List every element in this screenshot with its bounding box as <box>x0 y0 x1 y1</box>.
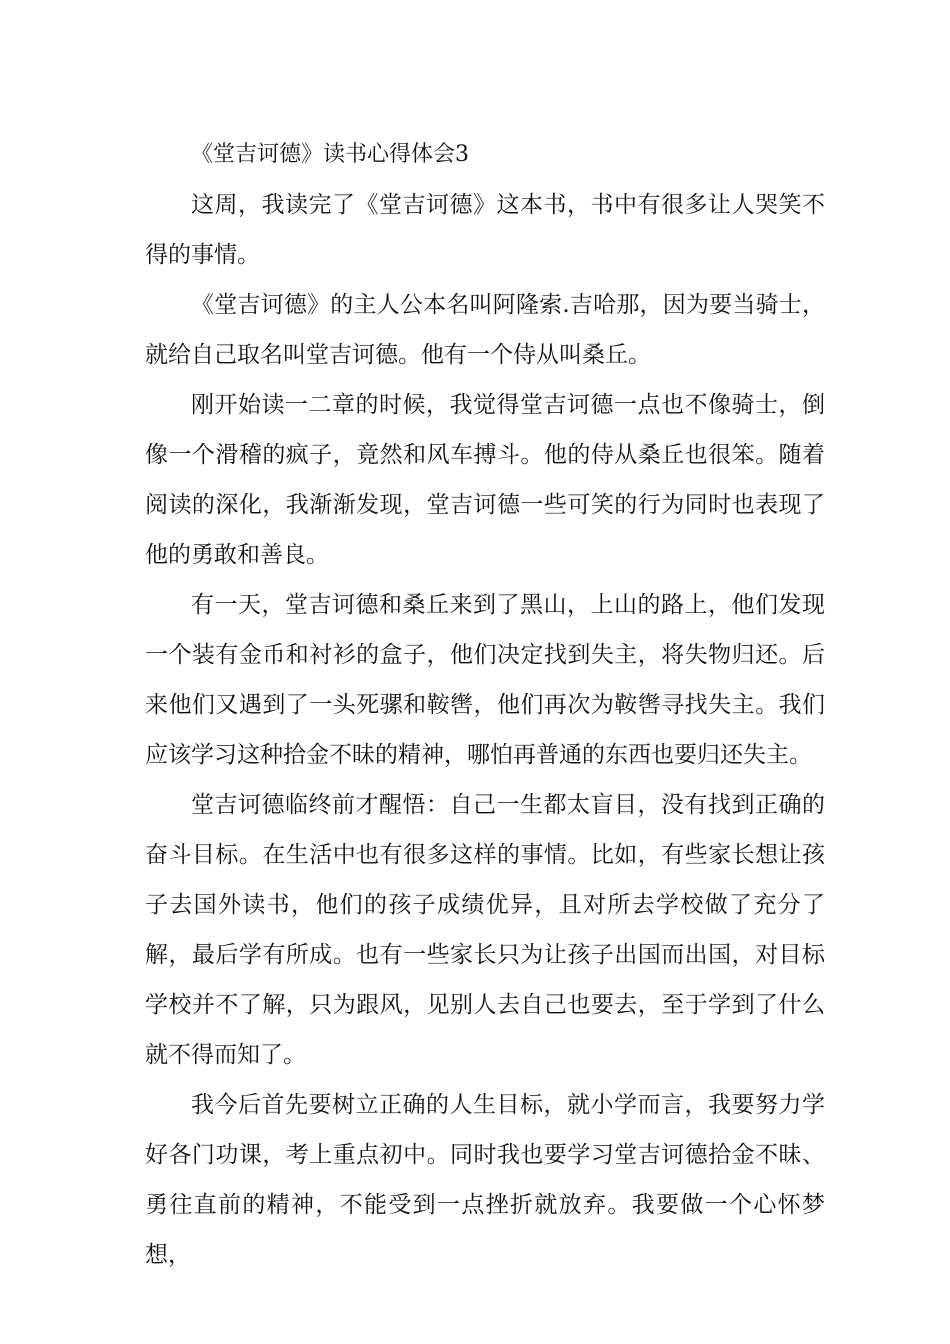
document-body <box>145 130 825 1280</box>
paragraph-5: 堂吉诃德临终前才醒悟：自己一生都太盲目，没有找到正确的奋斗目标。在生活中也有很多这样的事情。比如，有些家长想让孩子去国外读书，他们的孩子成绩优异，且对所去学校做了充分了解，最后学有所成。也有一些家长只为让孩子出国而出国，对目标学校并不了解，只为跟风，见别人去自己也要去，至于学到了什么就不得而知了。 <box>145 792 825 1068</box>
paragraph-1: 这周，我读完了《堂吉诃德》这本书，书中有很多让人哭笑不得的事情。 <box>145 192 825 268</box>
paragraph-2: 《堂吉诃德》的主人公本名叫阿隆索.吉哈那，因为要当骑士，就给自己取名叫堂吉诃德。他有一个侍从叫桑丘。 <box>145 292 825 368</box>
paragraph-6: 我今后首先要树立正确的人生目标，就小学而言，我要努力学好各门功课，考上重点初中。同时我也要学习堂吉诃德拾金不昧、勇往直前的精神，不能受到一点挫折就放弃。我要做一个心怀梦想， <box>145 1092 825 1268</box>
document-title: 《堂吉诃德》读书心得体会3 <box>191 142 469 167</box>
paragraph-3: 刚开始读一二章的时候，我觉得堂吉诃德一点也不像骑士，倒像一个滑稽的疯子，竟然和风车搏斗。他的侍从桑丘也很笨。随着阅读的深化，我渐渐发现，堂吉诃德一些可笑的行为同时也表现了他的勇敢和善良。 <box>145 392 825 568</box>
paragraph-4: 有一天，堂吉诃德和桑丘来到了黑山，上山的路上，他们发现一个装有金币和衬衫的盒子，他们决定找到失主，将失物归还。后来他们又遇到了一头死骡和鞍辔，他们再次为鞍辔寻找失主。我们应该学习这种拾金不昧的精神，哪怕再普通的东西也要归还失主。 <box>145 592 825 768</box>
